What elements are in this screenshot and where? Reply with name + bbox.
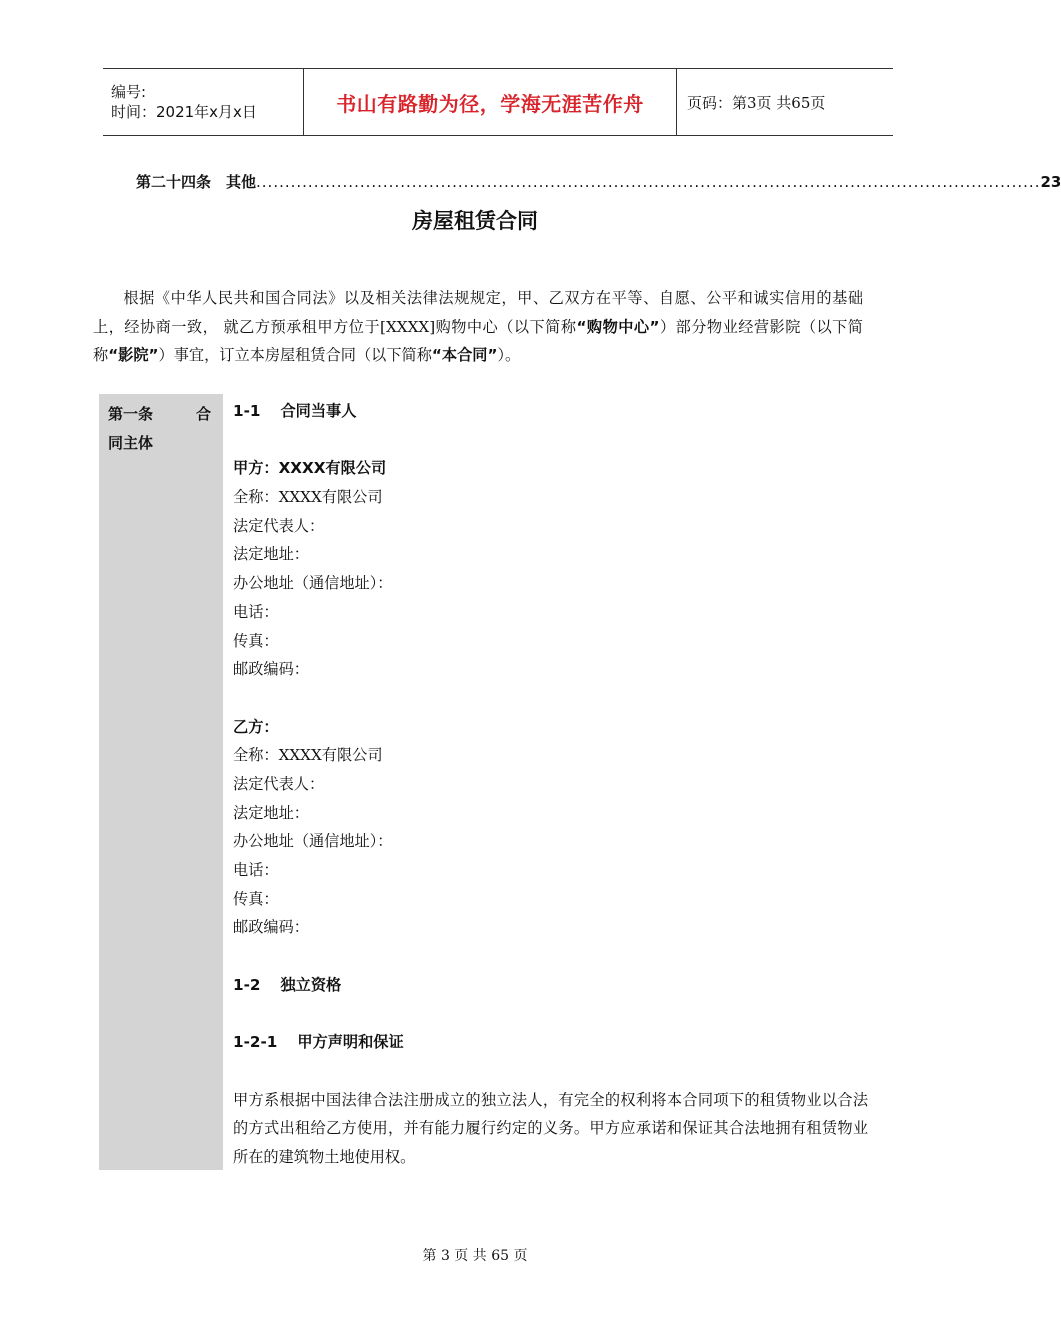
article-1-heading-cell (99, 394, 223, 1170)
party-b-postcode: 邮政编码： (233, 918, 309, 937)
party-a-phone: 电话： (233, 602, 279, 621)
preamble-term-cinema: “影院” (108, 346, 159, 364)
preamble-text-4: ）。 (497, 346, 521, 364)
party-b-full-name: 全称：XXXX有限公司 (233, 746, 383, 765)
toc-entry-label: 第二十四条 其他 (136, 173, 257, 191)
section-title: 独立资格 (280, 975, 342, 994)
party-a-postcode: 邮政编码： (233, 660, 309, 679)
header-page-label: 页码：第3页 共65页 (687, 93, 826, 112)
section-1-2-1-paragraph: 甲方系根据中国法律合法注册成立的独立法人，有完全的权利将本合同项下的租赁物业以合法的方式出租给乙方使用，并有能力履行约定的义务。甲方应承诺和保证其合法地拥有租赁物业所在的建筑物土地使用权。 (233, 1090, 868, 1166)
header-motto-cell (304, 69, 677, 135)
document-time-label: 时间：2021年x月x日 (111, 103, 257, 121)
article-1-label-tail: 合 (195, 405, 211, 423)
section-title: 甲方声明和保证 (297, 1033, 404, 1052)
article-1-label: 第一条 (108, 405, 154, 423)
party-a-representative: 法定代表人： (233, 516, 325, 535)
section-number: 1-2-1 (233, 1033, 278, 1052)
party-a-legal-address: 法定地址： (233, 545, 309, 564)
preamble-term-mall: “购物中心” (576, 317, 660, 336)
preamble-text-1: 根据《中华人民共和国合同法》以及相关法律法规规定，甲、乙双方在平等、自愿、公平和诚实信用的基础上，经协商一致， 就乙方预承租甲方位于[XXXX]购物中心（以下简称 (93, 289, 863, 336)
page-header (103, 68, 893, 136)
header-meta (103, 69, 304, 135)
party-b-fax: 传真： (233, 889, 279, 908)
toc-entry[interactable] (136, 171, 1061, 193)
section-title: 合同当事人 (280, 402, 357, 420)
section-1-2-1-heading (233, 1028, 868, 1057)
header-page-cell (677, 69, 893, 135)
party-b-legal-address: 法定地址： (233, 803, 309, 822)
toc-leader-dots: ........................................................................................................................................ (256, 173, 1041, 191)
article-1-label-cont: 同主体 (108, 434, 154, 452)
section-number: 1-1 (233, 402, 261, 420)
document-number-label: 编号: (111, 83, 147, 101)
page-footer: 第 3 页 共 65 页 (422, 1248, 528, 1264)
party-a-full-name: 全称：XXXX有限公司 (233, 488, 383, 507)
section-number: 1-2 (233, 975, 261, 994)
article-1-content (233, 397, 868, 1172)
preamble-paragraph (93, 284, 863, 370)
preamble-term-contract: “本合同” (431, 346, 498, 364)
party-a-heading: 甲方：XXXX有限公司 (233, 459, 387, 478)
party-b-heading: 乙方： (233, 717, 279, 736)
header-motto: 书山有路勤为径，学海无涯苦作舟 (336, 91, 644, 116)
preamble-text-2: ）部分物业经营影院（以下简称 (93, 317, 863, 364)
toc-entry-page: 23 (1040, 173, 1061, 191)
section-1-1-heading (233, 397, 868, 426)
document-title: 房屋租赁合同 (412, 209, 538, 233)
party-a-office-address: 办公地址（通信地址）： (233, 574, 393, 593)
party-b-office-address: 办公地址（通信地址）： (233, 832, 393, 851)
party-b-representative: 法定代表人： (233, 774, 325, 793)
section-1-2-heading (233, 971, 868, 1000)
party-a-fax: 传真： (233, 631, 279, 650)
preamble-text-3: ）事宜，订立本房屋租赁合同（以下简称 (158, 346, 432, 364)
party-b-phone: 电话： (233, 861, 279, 879)
